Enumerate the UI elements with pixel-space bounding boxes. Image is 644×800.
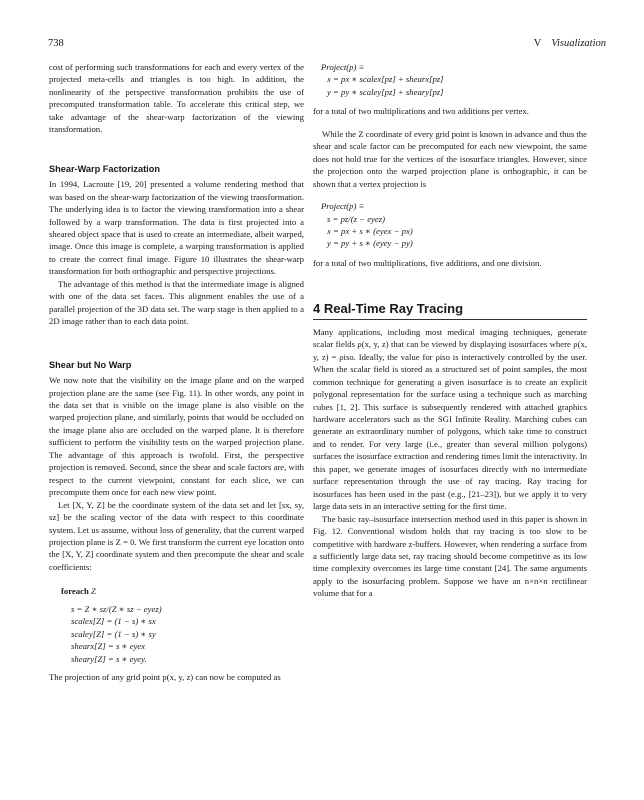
- running-header: [534, 38, 606, 49]
- equation-line: sheary[Z] = s ∗ eyey.: [71, 653, 147, 664]
- equation-line: scaley[Z] = (1 − s) ∗ sy: [71, 628, 156, 639]
- paragraph-shear-warp-2: The advantage of this method is that the intermediate image is aligned with one of the data set faces. This alignment enables the use of a parallel projection of the 3D data set. The warp stage is then applied to a 2D image rather than to each data point.: [49, 278, 304, 327]
- equation-line: x = px ∗ scalex[pz] + shearx[pz]: [327, 74, 444, 85]
- equation-line: x = px + s ∗ (eyex − px): [327, 225, 413, 236]
- equation-line: y = py ∗ scaley[pz] + sheary[pz]: [327, 86, 444, 97]
- paragraph-ray-tracing-1: Many applications, including most medical imaging techniques, generate scalar fields ρ(x, y, z) that can be viewed by displaying isosurfaces where ρ(x, y, z) = ρiso. Ideally, the value for ρiso is interactively controlled by the user. When the scalar field is stored as a structured set of point samples, the most common technique for generating a given isosurface is to create an explicit polygonal representation for the surface using a technique such as marching cubes [1, 2]. This surface is subsequently rendered with attached graphics hardware accelerators such as the SGI Infinite Reality. Marching cubes can generate an extraordinary number of polygons, which take time to construct and to render. For very large (i.e., greater than several million polygons) surfaces the isosurface extraction and rendering times limit the interactivity. In this paper, we generate images of isosurfaces directly with no intermediate surface representation through the use of ray tracing. Ray tracing for isosurfaces has been used in the past (e.g., [21–23]), but we apply it to very large data sets in an interactive setting for the first time.: [313, 326, 587, 512]
- equation-head: Project(p) ≡: [321, 201, 365, 212]
- foreach-statement: [49, 585, 304, 597]
- paragraph-no-warp-2: Let [X, Y, Z] be the coordinate system of the data set and let [sx, sy, sz] be the scaling vector of the data with respect to this coordinate system. Let us assume, without loss of generality, that the current warped projection plane is Z = 0. We first transform the current eye location onto the [X, Y, Z] coordinate system and then precompute the shear and scale coefficients:: [49, 499, 304, 572]
- equation-line: s = pz/(z − eyez): [327, 213, 386, 224]
- equation-line: scalex[Z] = (1 − s) ∗ sx: [71, 616, 156, 627]
- chapter-title: Visualization: [551, 38, 606, 49]
- intro-paragraph: cost of performing such transformations for each and every vertex of the projected meta-cells and triangles is too high. In addition, the nonlinearity of the perspective transformation prohibits the use of precomputed transformation table. To accelerate this critical step, we take advantage of the shear-warp factorization of the viewing transformation.: [49, 62, 304, 135]
- section-heading: 4 Real-Time Ray Tracing: [313, 303, 587, 319]
- heading-shear-warp: Shear-Warp Factorization: [49, 163, 160, 174]
- paragraph-after-eq1: for a total of two multiplications and two additions per vertex.: [313, 106, 529, 117]
- paragraph-z-coordinate: While the Z coordinate of every grid point is known in advance and thus the shear and scale factor can be precomputed for each new viewpoint, the same does not hold true for the vertices of the isosurface triangles. However, since the projection onto the warped projection plane is orthographic, it can be shown that a vertex projection is: [313, 128, 587, 189]
- foreach-keyword: foreach: [61, 586, 89, 597]
- equation-line: s = Z ∗ sz/(Z ∗ sz − eyez): [71, 603, 162, 614]
- paragraph-after-eq2: for a total of two multiplications, five additions, and one division.: [313, 257, 542, 268]
- paragraph-shear-warp-1: In 1994, Lacroute [19, 20] presented a volume rendering method that was based on the shear-warp factorization of the viewing transformation. The underlying idea is to factor the viewing transformation into a shear followed by a warp transformation. The data is first projected into a sheared object space that is used to create an intermediate, albeit warped, image. Once this image is complete, a warping transformation is applied to create the correct final image. Figure 10 illustrates the shear-warp transformation for both orthographic and perspective projections.: [49, 179, 304, 277]
- chapter-number: V: [533, 38, 542, 49]
- equation-head: Project(p) ≡: [321, 62, 365, 72]
- paragraph-projection: The projection of any grid point p(x, y, z) can now be computed as: [49, 672, 281, 683]
- equation-line: y = py + s ∗ (eyey − py): [327, 238, 413, 249]
- equation-line: shearx[Z] = s ∗ eyex: [71, 641, 146, 652]
- paragraph-ray-tracing-2: The basic ray–isosurface intersection method used in this paper is shown in Fig. 12. Conventional wisdom holds that ray tracing is too slow to be competitive with hardware z-buffers. However, when rendering a surface from a sufficiently large data set, ray tracing should become competitive as its low time complexity overcomes its large time constant [24]. The same arguments apply to the isosurfacing problem. Suppose we have an n×n×n rectilinear volume that for a: [313, 513, 587, 599]
- page-number: 738: [48, 38, 64, 49]
- left-column: [49, 61, 304, 683]
- right-column: [313, 61, 587, 600]
- foreach-variable: Z: [91, 586, 96, 597]
- heading-shear-no-warp: Shear but No Warp: [49, 359, 132, 370]
- paragraph-no-warp-1: We now note that the visibility on the image plane and on the warped projection plane are the same (see Fig. 11). In other words, any point in the data set that is visible on the image plane is also visible on the warped projection plane, and similarly, points that would be occluded on the image plane also are occluded on the warped plane. It is therefore sufficient to perform the visibility tests on the warped projection plane. The advantage of this approach is twofold. First, the perspective projection is removed. Second, since the shear and scale factors are, with respect to the current viewpoint, constant for each slice, we can precompute them once for each new view point.: [49, 375, 304, 498]
